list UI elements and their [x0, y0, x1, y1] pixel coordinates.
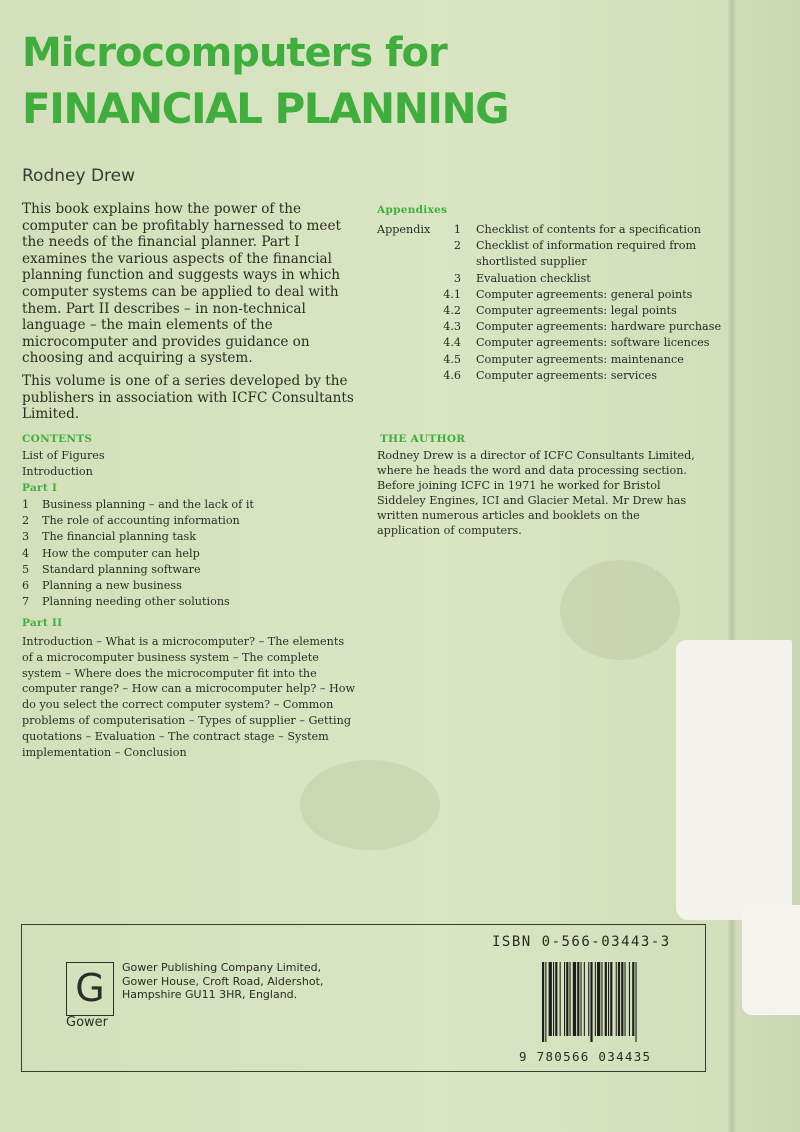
part1-chapter-item — [22, 594, 254, 610]
description-paragraph: This book explains how the power of the computer can be profitably harnessed to meet the needs of the financial planner. Part I examines the various aspects of the financial planning function and suggests ways in which computer systems can be applied to deal with them. Part II describes – in non-technical language – the main elements of the microcomputer and provides guidance on choosing and acquiring a system. — [22, 201, 341, 367]
barcode-bar — [597, 962, 600, 1036]
barcode-bar — [608, 962, 609, 1036]
appendix-number: 2 — [453, 239, 461, 253]
barcode-bar — [625, 962, 626, 1036]
book-title-line1: Microcomputers for — [22, 30, 447, 76]
chapter-number: 1 — [22, 498, 30, 511]
part1-chapter-item — [22, 513, 254, 529]
appendix-title: Computer agreements: software licences — [476, 336, 710, 350]
barcode-bar — [584, 962, 585, 1036]
appendix-prefix — [377, 303, 437, 319]
appendix-number: 4.3 — [443, 320, 461, 334]
appendix-number: 4.4 — [443, 336, 461, 350]
appendix-title: Computer agreements: legal points — [476, 304, 677, 318]
publisher-address-line: Hampshire GU11 3HR, England. — [122, 988, 298, 1001]
book-title-line2: FINANCIAL PLANNING — [22, 84, 509, 133]
appendix-item — [377, 352, 721, 368]
appendix-item — [377, 254, 721, 270]
appendix-number: 4.6 — [443, 368, 461, 382]
appendix-prefix — [377, 368, 437, 384]
barcode-bar — [564, 962, 565, 1036]
appendix-prefix: Appendix — [377, 223, 431, 236]
barcode-bar — [566, 962, 568, 1036]
gower-logo-word: Gower — [66, 1015, 109, 1030]
barcode-bar — [555, 962, 557, 1036]
barcode-number: 9 780566 034435 — [519, 1049, 652, 1064]
barcode-bar — [632, 962, 634, 1036]
appendix-item — [377, 335, 721, 351]
chapter-number: 6 — [22, 579, 30, 593]
part1-chapter-item — [22, 497, 254, 513]
part1-heading: Part I — [22, 482, 58, 494]
isbn-number: ISBN 0-566-03443-3 — [492, 934, 671, 950]
chapter-number: 5 — [22, 562, 30, 576]
book-description — [22, 201, 357, 429]
barcode-bar — [595, 962, 596, 1036]
chapter-title: Planning a new business — [42, 579, 182, 593]
barcode-bar — [610, 962, 612, 1036]
contents-front-item: List of Figures — [22, 449, 105, 462]
appendix-prefix — [377, 335, 437, 351]
appendix-number — [437, 254, 461, 270]
part2-contents-text: Introduction – What is a microcomputer? – The elements of a microcomputer business system – The complete system – Where does the microcomputer fit into the computer range? – How can a microcomputer help? – How do you select the correct computer system? – Common problems of computerisation – Types of supplier – Getting quotations – Evaluation – The contract stage – System implementation – Conclusion — [22, 635, 356, 759]
chapter-title: The financial planning task — [42, 530, 197, 544]
chapter-title: Planning needing other solutions — [42, 595, 230, 609]
appendix-item — [377, 368, 721, 384]
appendix-item — [377, 287, 721, 303]
appendix-prefix — [377, 238, 437, 254]
appendix-title: Computer agreements: services — [476, 368, 657, 382]
publisher-address-line: Gower House, Croft Road, Aldershot, — [122, 974, 324, 988]
publisher-address — [122, 961, 382, 1002]
barcode-bar — [621, 962, 623, 1036]
cover-stain — [560, 560, 680, 660]
cover-fold-edge — [728, 0, 736, 1132]
appendix-prefix — [377, 271, 437, 287]
appendix-title: Checklist of contents for a specification — [476, 223, 701, 236]
author-name: Rodney Drew — [22, 166, 136, 186]
appendix-item — [377, 303, 721, 319]
part1-chapter-item — [22, 546, 254, 562]
appendix-prefix — [377, 254, 437, 270]
appendix-title: Computer agreements: maintenance — [476, 352, 684, 366]
cover-stain — [300, 760, 440, 850]
barcode-bar — [588, 962, 589, 1036]
appendixes-list — [377, 222, 721, 384]
chapter-number: 7 — [22, 595, 30, 609]
contents-heading: CONTENTS — [22, 433, 93, 445]
appendixes-heading: Appendixes — [377, 204, 448, 216]
appendix-item — [377, 238, 721, 254]
appendix-title: Evaluation checklist — [476, 271, 591, 285]
torn-label-patch — [742, 905, 800, 1015]
contents-front-item: Introduction — [22, 465, 93, 479]
barcode-bar — [573, 962, 576, 1036]
barcode-bar — [618, 962, 620, 1036]
chapter-title: Business planning – and the lack of it — [42, 498, 254, 511]
part1-chapter-item — [22, 529, 254, 545]
chapter-title: Standard planning software — [42, 562, 201, 576]
chapter-number: 4 — [22, 546, 30, 560]
gower-logo — [66, 962, 114, 1016]
appendix-number: 4.2 — [443, 304, 461, 318]
appendix-title: shortlisted supplier — [476, 255, 587, 269]
part1-chapter-item — [22, 578, 254, 594]
chapter-number: 3 — [22, 530, 30, 544]
appendix-number: 4.5 — [443, 352, 461, 366]
barcode-bar — [549, 962, 552, 1036]
barcode-bar — [605, 962, 607, 1036]
barcode-bar — [570, 962, 571, 1036]
barcode-bar — [542, 962, 544, 1042]
barcode-bar — [616, 962, 617, 1036]
appendix-item — [377, 222, 721, 238]
chapter-number: 2 — [22, 514, 30, 528]
barcode-bar — [560, 962, 561, 1036]
barcode-bar — [577, 962, 579, 1036]
barcode-bar — [636, 962, 637, 1042]
part2-heading: Part II — [22, 617, 63, 629]
appendix-prefix — [377, 319, 437, 335]
appendix-prefix — [377, 352, 437, 368]
chapter-title: The role of accounting information — [42, 514, 240, 528]
appendix-title: Computer agreements: hardware purchase — [476, 320, 722, 334]
barcode-bar — [581, 962, 582, 1036]
appendix-title: Checklist of information required from — [476, 239, 697, 253]
part1-chapter-list — [22, 497, 254, 610]
barcode-bar — [601, 962, 602, 1036]
contents-front-list — [22, 448, 105, 480]
appendix-item — [377, 271, 721, 287]
series-note: This volume is one of a series developed by the publishers in association with ICFC Consultants Limited. — [22, 372, 354, 423]
appendix-number: 3 — [453, 271, 461, 285]
barcode-bar — [629, 962, 630, 1036]
torn-label-patch — [676, 640, 792, 920]
part1-chapter-item — [22, 562, 254, 578]
the-author-heading: THE AUTHOR — [380, 433, 466, 445]
barcode-bar — [545, 962, 546, 1042]
author-bio: Rodney Drew is a director of ICFC Consultants Limited, where he heads the word and data processing section. Before joining ICFC in 1971 he worked for Bristol Siddeley Engines, ICI and Glacier Metal. Mr Drew has written numerous articles and booklets on the application of computers. — [377, 449, 695, 537]
appendix-number: 1 — [453, 223, 461, 236]
publisher-address-line: Gower Publishing Company Limited, — [122, 961, 322, 974]
gower-logo-letter: G — [75, 966, 105, 1010]
barcode-bar — [590, 962, 592, 1042]
appendix-title: Computer agreements: general points — [476, 287, 693, 301]
chapter-title: How the computer can help — [42, 546, 200, 560]
appendix-item — [377, 319, 721, 335]
appendix-number: 4.1 — [443, 287, 461, 301]
appendix-prefix — [377, 287, 437, 303]
barcode — [540, 962, 666, 1042]
barcode-bar — [553, 962, 554, 1036]
